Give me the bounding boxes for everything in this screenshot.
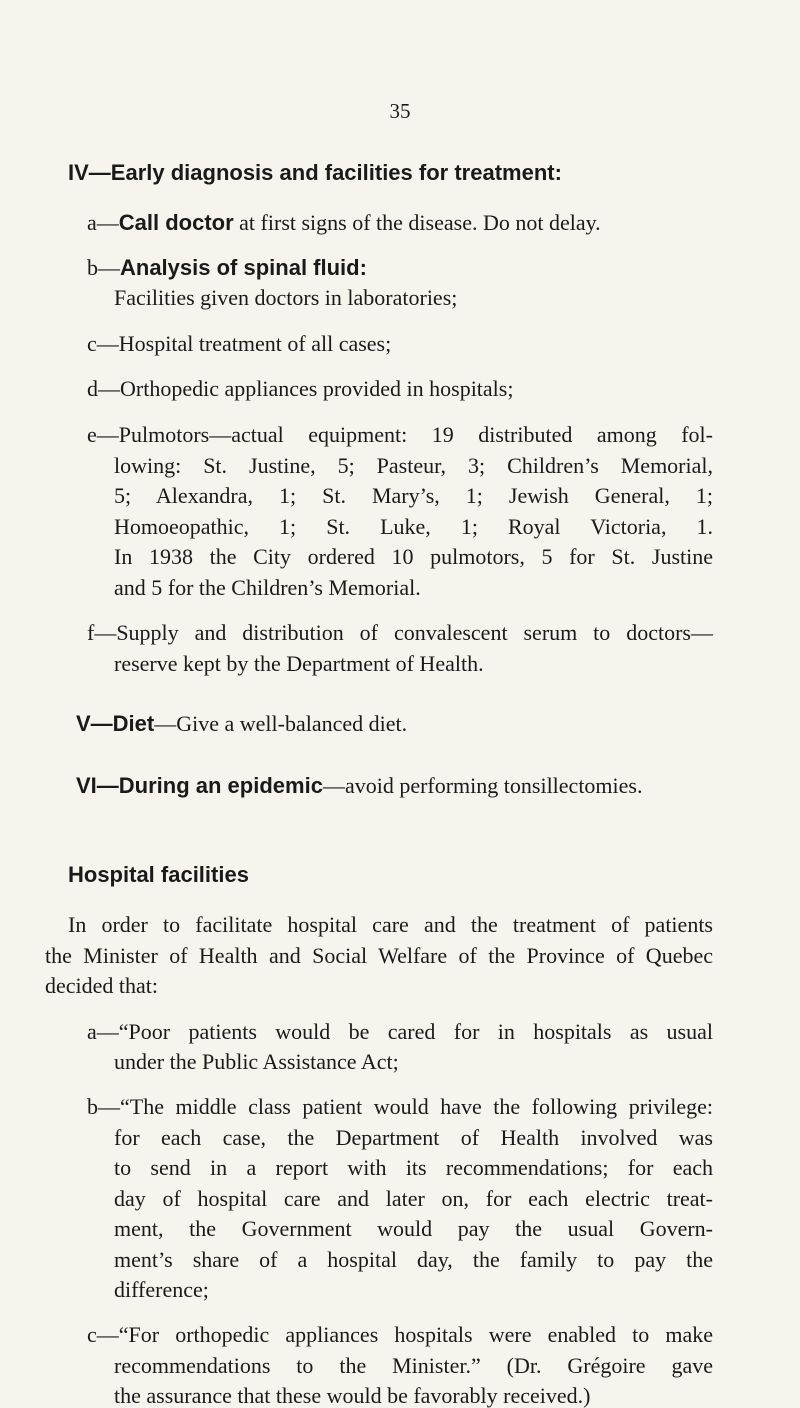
hospital-b-line3: to send in a report with its recommendations; for each [114,1155,713,1180]
item-4e-line4: Homoeopathic, 1; St. Luke, 1; Royal Victoria, 1. [114,514,713,539]
hospital-c-line2: recommendations to the Minister.” (Dr. Grégoire gave [114,1353,713,1378]
section-6-text: —avoid performing tonsillectomies. [322,773,643,798]
item-4a-rest: at first signs of the disease. Do not delay. [233,210,601,235]
item-4e-line2: lowing: St. Justine, 5; Pasteur, 3; Children’s Memorial, [114,453,713,478]
hospital-b-line6: ment’s share of a hospital day, the family to pay the [114,1247,713,1272]
item-4b-prefix: b— [87,255,120,280]
item-4a-prefix: a— [87,210,119,235]
item-4f-line2: reserve kept by the Department of Health. [114,651,484,676]
item-4c: c—Hospital treatment of all cases; [87,331,392,356]
section-5-title: V—Diet [76,711,155,736]
hospital-intro-line1: In order to facilitate hospital care and the treatment of patients [68,912,713,937]
hospital-b-line4: day of hospital care and later on, for each electric treat- [114,1186,713,1211]
item-4e-line3: 5; Alexandra, 1; St. Mary’s, 1; Jewish General, 1; [114,483,713,508]
hospital-b-line2: for each case, the Department of Health involved was [114,1125,713,1150]
item-4e-line1: e—Pulmotors—actual equipment: 19 distributed among fol- [87,422,713,447]
hospital-c-line3: the assurance that these would be favorably received.) [114,1383,591,1408]
hospital-heading: Hospital facilities [68,862,249,887]
item-4e-line5: In 1938 the City ordered 10 pulmotors, 5 for St. Justine [114,544,713,569]
section-6 [76,773,643,798]
item-4a-bold: Call doctor [118,210,234,235]
page-number: 35 [389,99,411,123]
hospital-b-line7: difference; [114,1277,209,1302]
hospital-intro-line3: decided that: [45,973,159,998]
hospital-a-line2: under the Public Assistance Act; [114,1049,399,1074]
hospital-b-line5: ment, the Government would pay the usual Govern- [114,1216,713,1241]
hospital-b-line1: b—“The middle class patient would have the following privilege: [87,1094,713,1119]
section-6-title: VI—During an epidemic [76,773,323,798]
hospital-c-line1: c—“For orthopedic appliances hospitals were enabled to make [87,1322,713,1347]
hospital-a-line1: a—“Poor patients would be cared for in hospitals as usual [87,1019,713,1044]
item-4d: d—Orthopedic appliances provided in hospitals; [87,376,514,401]
hospital-intro-line2: the Minister of Health and Social Welfare of the Province of Quebec [45,943,713,968]
item-4e-line6: and 5 for the Children’s Memorial. [114,575,421,600]
item-4b-bold: Analysis of spinal fluid: [120,255,367,280]
section-4-title: IV—Early diagnosis and facilities for treatment: [68,160,562,185]
item-4a [87,210,601,235]
item-4f-line1: f—Supply and distribution of convalescent serum to doctors— [87,620,713,645]
section-5 [76,711,407,736]
section-5-text: —Give a well-balanced diet. [154,711,408,736]
item-4b [87,255,367,280]
item-4b-line2: Facilities given doctors in laboratories; [114,285,458,310]
